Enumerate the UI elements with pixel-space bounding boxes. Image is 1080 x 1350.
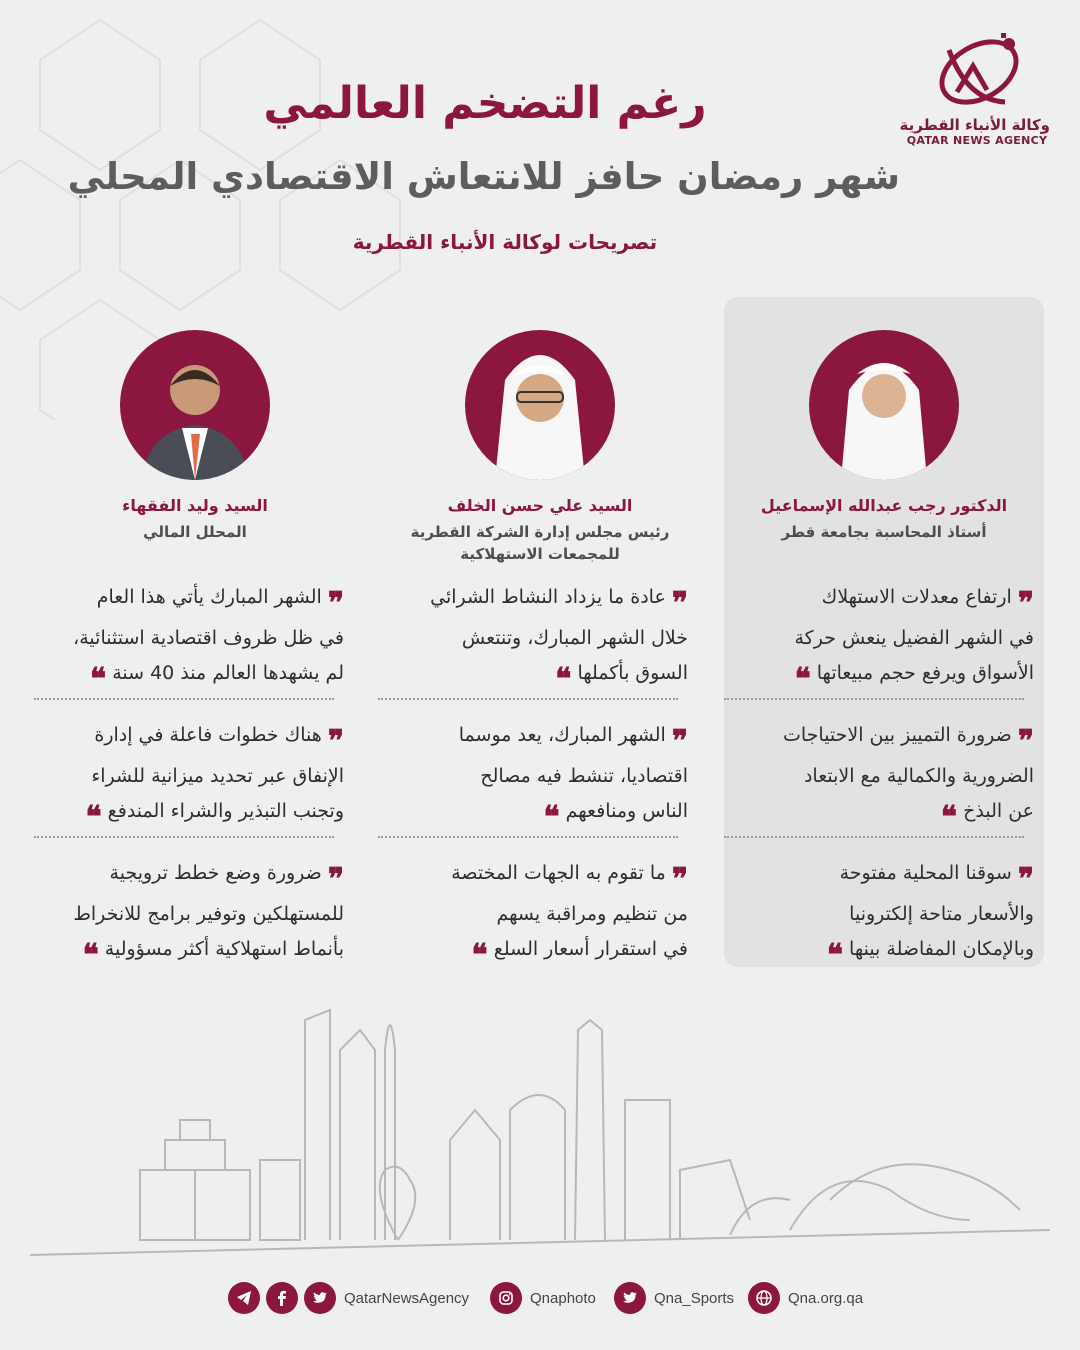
quote-line: للمستهلكين وتوفير برامج للانخراط — [73, 903, 344, 925]
page-subtitle: شهر رمضان حافز للانتعاش الاقتصادي المحلي — [67, 155, 900, 198]
quote-close-mark: ❝ — [90, 662, 107, 697]
quote-line: وتجنب التبذير والشراء المندفع ❝ — [85, 800, 344, 835]
quote-line: لم يشهدها العالم منذ 40 سنة ❝ — [90, 662, 344, 697]
quote-line: الضرورية والكمالية مع الابتعاد — [803, 765, 1034, 787]
quote-line: من تنظيم ومراقبة يسهم — [496, 903, 688, 925]
social-handle-text: QatarNewsAgency — [344, 1289, 470, 1307]
quote-line: في استقرار أسعار السلع ❝ — [471, 938, 688, 973]
portrait-avatar — [120, 330, 270, 480]
quote-close-mark: ❝ — [543, 800, 560, 835]
social-link-qatarnewsagency[interactable] — [228, 1280, 469, 1316]
divider — [378, 698, 678, 700]
quote-block — [368, 856, 688, 973]
quote-block — [714, 856, 1034, 973]
quotes-column-3 — [24, 580, 344, 973]
person-role: المحلل المالي — [143, 523, 247, 541]
quote-line: ❞ عادة ما يزداد النشاط الشرائي — [430, 586, 688, 621]
quote-line: بأنماط استهلاكية أكثر مسؤولية ❝ — [82, 938, 344, 973]
quote-line: اقتصاديا، تنشط فيه مصالح — [480, 765, 688, 787]
quote-block — [368, 580, 688, 697]
quote-block — [714, 718, 1034, 835]
quote-open-mark: ❞ — [671, 586, 688, 621]
twitter-icon[interactable] — [304, 1282, 336, 1314]
portrait-avatar — [809, 330, 959, 480]
person-role: رئيس مجلس إدارة الشركة القطرية للمجمعات الاستهلاكية — [410, 523, 670, 563]
person-column-3 — [30, 330, 360, 543]
qna-emblem-icon — [927, 30, 1027, 114]
quote-line: ❞ ضرورة وضع خطط ترويجية — [109, 862, 344, 897]
quote-close-mark: ❝ — [940, 800, 958, 835]
person-column-2 — [375, 330, 705, 565]
quote-line: والأسعار متاحة إلكترونيا — [849, 903, 1034, 925]
quote-close-mark: ❝ — [82, 938, 99, 973]
qna-logo — [899, 30, 1050, 160]
website-text: Qna.org.qa — [788, 1289, 864, 1307]
divider — [378, 836, 678, 838]
quote-block — [24, 856, 344, 973]
quote-line: وبالإمكان المفاضلة بينها ❝ — [826, 938, 1034, 973]
globe-icon[interactable] — [748, 1282, 780, 1314]
page-title: رغم التضخم العالمي — [263, 78, 707, 129]
divider — [724, 698, 1024, 700]
quote-line: ❞ الشهر المبارك، يعد موسما — [458, 724, 688, 759]
quote-block — [714, 580, 1034, 697]
quote-line: في ظل ظروف اقتصادية استثنائية، — [73, 627, 344, 649]
quote-open-mark: ❞ — [1017, 862, 1034, 897]
logo-arabic-name: وكالة الأنباء القطرية — [899, 116, 1050, 134]
divider — [34, 698, 334, 700]
quote-line: ❞ سوقنا المحلية مفتوحة — [839, 862, 1034, 897]
quote-line: عن البذخ ❝ — [940, 800, 1034, 835]
social-link-sports[interactable] — [614, 1280, 734, 1316]
quote-close-mark: ❝ — [794, 662, 811, 697]
quote-line: السوق بأكملها ❝ — [555, 662, 688, 697]
divider — [724, 836, 1024, 838]
person-name: السيد وليد الفقهاء — [122, 496, 268, 515]
quote-open-mark: ❞ — [327, 724, 344, 759]
quote-line: ❞ ارتفاع معدلات الاستهلاك — [821, 586, 1034, 621]
quote-line: في الشهر الفضيل ينعش حركة — [794, 627, 1034, 649]
quote-open-mark: ❞ — [1017, 724, 1034, 759]
person-role: أستاذ المحاسبة بجامعة قطر — [781, 523, 987, 541]
quote-line: الإنفاق عبر تحديد ميزانية للشراء — [91, 765, 344, 787]
quote-block — [24, 580, 344, 697]
logo-english-name: QATAR NEWS AGENCY — [906, 134, 1048, 147]
twitter-icon[interactable] — [614, 1282, 646, 1314]
divider — [34, 836, 334, 838]
sports-handle-text: Qna_Sports — [654, 1289, 735, 1307]
quote-open-mark: ❞ — [671, 862, 688, 897]
footer-social-bar — [0, 1280, 1080, 1316]
doha-skyline-illustration — [30, 990, 1050, 1260]
person-column-1 — [719, 330, 1049, 543]
quote-block — [368, 718, 688, 835]
instagram-handle-text: Qnaphoto — [530, 1289, 596, 1307]
quote-line: الناس ومنافعهم ❝ — [543, 800, 688, 835]
quote-open-mark: ❞ — [671, 724, 688, 759]
person-name: السيد علي حسن الخلف — [447, 496, 633, 515]
quote-close-mark: ❝ — [826, 938, 843, 973]
quote-open-mark: ❞ — [1017, 586, 1034, 621]
quote-line: خلال الشهر المبارك، وتنتعش — [461, 627, 688, 649]
page-tagline: تصريحات لوكالة الأنباء القطرية — [352, 230, 658, 254]
quote-line: الأسواق ويرفع حجم مبيعاتها ❝ — [794, 662, 1034, 697]
quote-block — [24, 718, 344, 835]
quote-close-mark: ❝ — [471, 938, 488, 973]
quote-open-mark: ❞ — [327, 586, 344, 621]
quote-line: ❞ هناك خطوات فاعلة في إدارة — [94, 724, 344, 759]
telegram-icon[interactable] — [228, 1282, 260, 1314]
instagram-icon[interactable] — [490, 1282, 522, 1314]
quote-line: ❞ الشهر المبارك يأتي هذا العام — [96, 586, 344, 621]
website-link[interactable] — [748, 1280, 863, 1316]
quote-line: ❞ ما تقوم به الجهات المختصة — [451, 862, 688, 897]
quote-close-mark: ❝ — [85, 800, 102, 835]
quote-line: ❞ ضرورة التمييز بين الاحتياجات — [782, 724, 1034, 759]
quotes-column-1 — [714, 580, 1034, 973]
facebook-icon[interactable] — [266, 1282, 298, 1314]
social-link-instagram[interactable] — [490, 1280, 596, 1316]
quote-close-mark: ❝ — [555, 662, 572, 697]
person-name: الدكتور رجب عبدالله الإسماعيل — [760, 496, 1008, 515]
quotes-column-2 — [368, 580, 688, 973]
quote-open-mark: ❞ — [327, 862, 344, 897]
portrait-avatar — [465, 330, 615, 480]
